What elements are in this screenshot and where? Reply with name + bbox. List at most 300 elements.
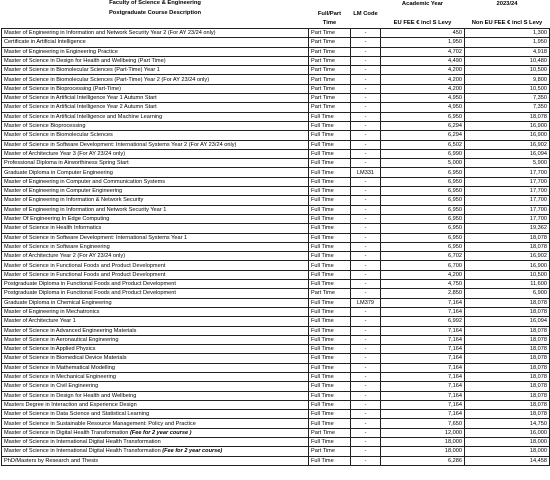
course-description [2,428,309,437]
non-eu-fee: 16,000 [465,428,550,437]
course-description [2,298,309,307]
non-eu-fee: 10,500 [465,270,550,279]
table-row [2,149,550,158]
eu-fee: 18,000 [381,438,465,447]
course-description [2,391,309,400]
non-eu-fee: 17,700 [465,177,550,186]
course-description [2,270,309,279]
fee-table-body [2,29,550,466]
table-row [2,224,550,233]
lm-code: - [351,75,381,84]
non-eu-fee: 11,600 [465,280,550,289]
lm-code: - [351,400,381,409]
table-row [2,382,550,391]
course-description [2,196,309,205]
non-eu-fee: 18,078 [465,382,550,391]
course-description [2,447,309,456]
non-eu-fee: 16,900 [465,121,550,130]
lm-code: - [351,66,381,75]
non-eu-fee: 18,078 [465,391,550,400]
eu-fee: 2,850 [381,289,465,298]
course-description [2,214,309,223]
col-header-non-eu-fee: Non EU FEE € incl S Levy [471,19,543,26]
study-mode: Part Time [309,447,351,456]
table-row [2,261,550,270]
fee-table-container [1,0,549,466]
table-row [2,289,550,298]
study-mode: Full Time [309,410,351,419]
study-mode: Full Time [309,196,351,205]
eu-fee: 4,490 [381,56,465,65]
lm-code: - [351,438,381,447]
course-name: Master of Science in Design for Health and Wellbeing [4,392,137,399]
course-name: Master of Science in International Digital Health Transformation [4,448,161,455]
course-name: Master of Engineering in Computer and Communication Systems [4,178,166,185]
course-name: Master of Engineering in Information and Network Security Year 2 (For AY 23/24 only) [4,30,216,37]
study-mode: Full Time [309,168,351,177]
course-description [2,149,309,158]
course-description [2,75,309,84]
non-eu-fee: 18,078 [465,363,550,372]
lm-code: - [351,29,381,38]
lm-code: - [351,428,381,437]
study-mode: Full Time [309,438,351,447]
lm-code: - [351,196,381,205]
non-eu-fee: 18,078 [465,335,550,344]
course-description [2,38,309,47]
non-eu-fee: 16,900 [465,261,550,270]
course-name: Master of Science in Functional Foods and Product Development [4,262,166,269]
course-description [2,280,309,289]
table-row [2,121,550,130]
eu-fee: 12,000 [381,428,465,437]
col-header-lm-code: LM Code [353,10,378,17]
course-name: Professional Diploma in Airworthiness Spring Start [4,160,129,167]
course-description [2,56,309,65]
study-mode: Full Time [309,205,351,214]
course-name: Postgraduate Diploma in Functional Foods and Product Development [4,290,176,297]
non-eu-fee: 4,918 [465,47,550,56]
lm-code: - [351,447,381,456]
study-mode: Full Time [309,382,351,391]
lm-code: - [351,159,381,168]
academic-year-value: 2023/24 [496,1,518,8]
lm-code: - [351,149,381,158]
eu-fee: 6,286 [381,456,465,465]
table-row [2,438,550,447]
table-row [2,205,550,214]
eu-fee: 6,950 [381,112,465,121]
lm-code: LM379 [351,298,381,307]
study-mode: Full Time [309,317,351,326]
study-mode: Full Time [309,214,351,223]
course-description [2,84,309,93]
study-mode: Full Time [309,363,351,372]
course-description [2,307,309,316]
course-description [2,317,309,326]
course-name: Certificate in Artificial Intelligence [4,39,86,46]
study-mode: Part Time [309,29,351,38]
course-description [2,94,309,103]
lm-code: - [351,214,381,223]
non-eu-fee: 18,078 [465,233,550,242]
non-eu-fee: 7,350 [465,103,550,112]
study-mode: Full Time [309,159,351,168]
study-mode: Full Time [309,149,351,158]
course-name: Master of Science in Mechanical Engineering [4,374,116,381]
course-name: Master of Science in Data Science and Statistical Learning [4,411,150,418]
table-row [2,326,550,335]
non-eu-fee: 17,700 [465,196,550,205]
lm-code: - [351,47,381,56]
table-row [2,103,550,112]
course-name: Master of Science in Bioprocessing (Part-Time) [4,85,121,92]
course-name: Master of Science Bioprocessing [4,123,86,130]
course-name: Master of Science in Functional Foods and Product Development [4,271,166,278]
eu-fee: 6,992 [381,317,465,326]
non-eu-fee: 16,902 [465,140,550,149]
lm-code: - [351,270,381,279]
study-mode: Part Time [309,38,351,47]
table-row [2,335,550,344]
eu-fee: 18,000 [381,447,465,456]
course-description [2,140,309,149]
eu-fee: 6,294 [381,131,465,140]
table-row [2,252,550,261]
study-mode: Full Time [309,140,351,149]
table-row [2,140,550,149]
non-eu-fee: 1,950 [465,38,550,47]
course-description [2,354,309,363]
non-eu-fee: 18,078 [465,307,550,316]
course-fee-note: (Fee for 2 year course ) [129,429,192,436]
course-name: Master of Science in Biomedical Device Materials [4,355,127,362]
lm-code: - [351,233,381,242]
lm-code: - [351,56,381,65]
eu-fee: 4,950 [381,94,465,103]
lm-code: - [351,38,381,47]
table-row [2,112,550,121]
eu-fee: 7,650 [381,419,465,428]
course-name: Master of Science in Software Development: International Systems Year 1 [4,234,188,241]
course-description [2,159,309,168]
course-description [2,112,309,121]
course-description [2,224,309,233]
non-eu-fee: 14,750 [465,419,550,428]
course-name: Master of Science in Software Engineering [4,243,110,250]
course-name: Master of Engineering in Information & Network Security [4,197,144,204]
table-row [2,391,550,400]
table-row [2,56,550,65]
course-description [2,168,309,177]
eu-fee: 6,950 [381,168,465,177]
academic-year-label: Academic Year [401,1,444,8]
table-row [2,168,550,177]
table-row [2,196,550,205]
non-eu-fee: 17,700 [465,187,550,196]
course-name: Master Of Engineering In Edge Computing [4,216,110,223]
eu-fee: 4,950 [381,103,465,112]
lm-code: - [351,307,381,316]
study-mode: Part Time [309,103,351,112]
eu-fee: 5,000 [381,159,465,168]
non-eu-fee: 16,900 [465,131,550,140]
table-row [2,280,550,289]
eu-fee: 6,502 [381,140,465,149]
non-eu-fee: 18,078 [465,372,550,381]
study-mode: Full Time [309,121,351,130]
course-name: Master of Science in Mathematical Modelling [4,364,115,371]
table-row [2,317,550,326]
lm-code: - [351,289,381,298]
eu-fee: 7,164 [381,326,465,335]
lm-code: - [351,280,381,289]
eu-fee: 4,702 [381,47,465,56]
eu-fee: 6,950 [381,233,465,242]
eu-fee: 6,294 [381,121,465,130]
non-eu-fee: 5,900 [465,159,550,168]
lm-code: - [351,410,381,419]
table-row [2,84,550,93]
non-eu-fee: 18,078 [465,400,550,409]
lm-code: LM331 [351,168,381,177]
lm-code: - [351,345,381,354]
course-name: Master of Engineering in Engineering Practice [4,48,118,55]
lm-code: - [351,326,381,335]
table-row [2,298,550,307]
course-name: Master of Engineering in Computer Engineering [4,188,123,195]
course-description [2,252,309,261]
study-mode: Part Time [309,47,351,56]
table-row [2,66,550,75]
course-description [2,131,309,140]
table-row [2,214,550,223]
eu-fee: 7,164 [381,363,465,372]
course-description [2,29,309,38]
table-row [2,177,550,186]
lm-code: - [351,317,381,326]
lm-code: - [351,261,381,270]
course-name: Master of Science in Biomolecular Sciences (Part-Time) Year 2 (For AY 23/24 only) [4,76,210,83]
table-row [2,131,550,140]
non-eu-fee: 9,800 [465,75,550,84]
table-row [2,447,550,456]
non-eu-fee: 18,078 [465,112,550,121]
eu-fee: 450 [381,29,465,38]
eu-fee: 7,164 [381,410,465,419]
study-mode: Full Time [309,280,351,289]
lm-code: - [351,419,381,428]
course-description [2,456,309,465]
course-description [2,47,309,56]
eu-fee: 6,990 [381,149,465,158]
non-eu-fee: 10,500 [465,84,550,93]
eu-fee: 4,200 [381,84,465,93]
study-mode: Full Time [309,307,351,316]
eu-fee: 6,700 [381,261,465,270]
table-row [2,307,550,316]
eu-fee: 7,164 [381,298,465,307]
study-mode: Part Time [309,66,351,75]
course-description [2,345,309,354]
lm-code: - [351,224,381,233]
course-name: Master of Science in Software Development: International Systems Year 2 (For AY 23/24 only) [4,141,237,148]
lm-code: - [351,205,381,214]
eu-fee: 4,200 [381,270,465,279]
lm-code: - [351,456,381,465]
eu-fee: 7,164 [381,382,465,391]
course-name: Master of Science in Biomolecular Sciences [4,132,113,139]
lm-code: - [351,382,381,391]
non-eu-fee: 18,078 [465,326,550,335]
course-name: Master of Science in Biomolecular Sciences (Part-Time) Year 1 [4,67,160,74]
study-mode: Full Time [309,400,351,409]
course-name: Master of Science in Civil Engineering [4,383,99,390]
study-mode: Full Time [309,335,351,344]
non-eu-fee: 17,700 [465,214,550,223]
course-name: Master of Architecture Year 2 (For AY 23/24 only) [4,253,126,260]
course-description [2,382,309,391]
table-row [2,410,550,419]
course-description [2,121,309,130]
study-mode: Full Time [309,233,351,242]
study-mode: Full Time [309,252,351,261]
course-description [2,289,309,298]
lm-code: - [351,84,381,93]
study-mode: Full Time [309,224,351,233]
non-eu-fee: 16,094 [465,149,550,158]
course-name: Master of Science in Design for Health and Wellbeing (Part Time) [4,57,166,64]
header-title-line2: Postgraduate Course Description [108,10,202,16]
study-mode: Full Time [309,187,351,196]
course-name: Master of Science in Digital Health Transformation [4,429,129,436]
table-row [2,354,550,363]
lm-code: - [351,363,381,372]
non-eu-fee: 17,700 [465,168,550,177]
lm-code: - [351,391,381,400]
course-name: Master of Science in Aeronautical Engineering [4,336,119,343]
eu-fee: 6,950 [381,196,465,205]
lm-code: - [351,131,381,140]
non-eu-fee: 10,500 [465,66,550,75]
study-mode: Part Time [309,56,351,65]
lm-code: - [351,112,381,121]
study-mode: Full Time [309,391,351,400]
course-name: Master of Science in Advanced Engineering Materials [4,327,137,334]
table-row [2,400,550,409]
course-description [2,177,309,186]
table-row [2,38,550,47]
table-row [2,187,550,196]
course-description [2,438,309,447]
course-description [2,400,309,409]
eu-fee: 4,200 [381,66,465,75]
table-row [2,47,550,56]
study-mode: Part Time [309,84,351,93]
table-row [2,456,550,465]
course-description [2,372,309,381]
study-mode: Part Time [309,94,351,103]
table-row [2,345,550,354]
eu-fee: 6,950 [381,187,465,196]
eu-fee: 6,950 [381,177,465,186]
table-row [2,75,550,84]
lm-code: - [351,177,381,186]
eu-fee: 4,200 [381,75,465,84]
lm-code: - [351,252,381,261]
fee-table-header [2,0,550,29]
non-eu-fee: 18,000 [465,447,550,456]
course-name: Master of Architecture Year 3 (For AY 23/24 only) [4,150,126,157]
eu-fee: 4,750 [381,280,465,289]
course-name: Graduate Diploma in Chemical Engineering [4,299,112,306]
course-name: Master of Science in Sustainable Resource Management: Policy and Practice [4,420,196,427]
col-header-eu-fee: EU FEE € incl S Levy [393,19,452,26]
study-mode: Full Time [309,261,351,270]
course-description [2,410,309,419]
non-eu-fee: 14,458 [465,456,550,465]
table-row [2,159,550,168]
course-fee-note: (Fee for 2 year course) [162,448,223,455]
eu-fee: 6,702 [381,252,465,261]
course-name: PhD/Masters by Research and Thesis [4,457,99,464]
eu-fee: 7,164 [381,307,465,316]
study-mode: Full Time [309,372,351,381]
eu-fee: 7,164 [381,391,465,400]
study-mode: Part Time [309,289,351,298]
study-mode: Full Time [309,270,351,279]
table-row [2,29,550,38]
col-header-mode-line2: Time [322,19,337,26]
study-mode: Part Time [309,428,351,437]
lm-code: - [351,140,381,149]
table-row [2,363,550,372]
study-mode: Full Time [309,354,351,363]
lm-code: - [351,121,381,130]
study-mode: Full Time [309,326,351,335]
non-eu-fee: 6,900 [465,289,550,298]
study-mode: Full Time [309,112,351,121]
non-eu-fee: 18,078 [465,242,550,251]
course-description [2,205,309,214]
study-mode: Full Time [309,131,351,140]
eu-fee: 7,164 [381,372,465,381]
table-row [2,419,550,428]
non-eu-fee: 18,078 [465,354,550,363]
study-mode: Full Time [309,419,351,428]
non-eu-fee: 18,078 [465,298,550,307]
lm-code: - [351,103,381,112]
non-eu-fee: 16,902 [465,252,550,261]
table-row [2,428,550,437]
course-name: Master of Engineering in Information and Network Security Year 1 [4,206,167,213]
course-description [2,66,309,75]
course-description [2,335,309,344]
eu-fee: 7,164 [381,354,465,363]
non-eu-fee: 7,350 [465,94,550,103]
course-name: Master of Engineering in Mechatronics [4,309,100,315]
study-mode: Full Time [309,345,351,354]
lm-code: - [351,242,381,251]
course-name: Master of Science in Applied Physics [4,346,96,353]
course-description [2,103,309,112]
non-eu-fee: 19,362 [465,224,550,233]
course-description [2,363,309,372]
course-description [2,326,309,335]
course-description [2,187,309,196]
non-eu-fee: 1,300 [465,29,550,38]
table-row [2,242,550,251]
